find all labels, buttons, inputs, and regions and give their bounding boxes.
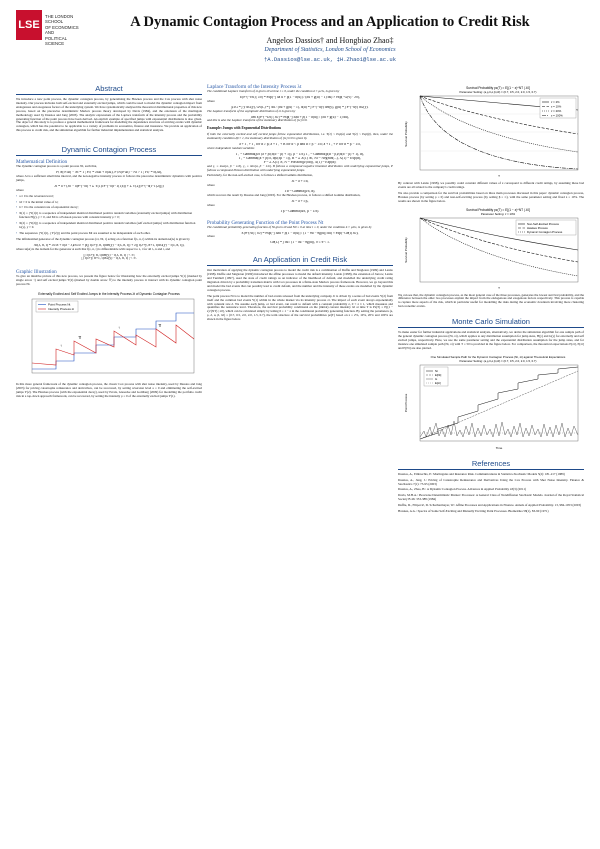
example-heading: Example: Jumps with Exponential Distributions — [207, 126, 282, 131]
abstract-rule — [16, 94, 202, 95]
example-eq6: λt ~ a + Γβ, — [291, 199, 309, 203]
example-eq-g2: Γ₃ ~ Gamma((a + ρ)/δ, αβ/(δβ − 1)), B ~ Σ X(1) Ni, Ni ~ NegBin(...), X(1) ~ Exp(α), — [238, 156, 362, 160]
sim-ylabel: Point Process — [404, 393, 408, 412]
example-eq4: λt ~ a + Γα, — [291, 180, 309, 184]
graphic-legend-2: Intensity Process λt — [48, 307, 75, 312]
lse-logo-line-1: THE LONDON SCHOOL — [45, 14, 74, 25]
sim-fig-title: One Simulated Sample Path for the Dynamic Contagion Process (Nt, λt) against Theoretical Expectations — [430, 354, 566, 359]
credit-text4: We also provide a comparison for the survival probabilities based on three main processes discussed in this paper: dynamic contagion process, Hawkes process (by setting ρ = 0) and non-self-exciting process (by setting β = ∞), with the same parameter setting and fixed z = 10%. The results are shown in the figure below. — [398, 190, 584, 203]
reference-item: Duffie, D., Filipović, D. Schachermayer, W.: Affine Processes and Applications in Finance. Annals of Applied Probability. 13, 984-1053 (2003) — [398, 503, 581, 508]
example-text2: where independent random variables — [207, 145, 255, 150]
graphic-legend-1: Point Process Nt — [48, 302, 71, 307]
sim-fig-subtitle: Parameter Setting: (a,ρ,δ,α,β,λ0) = (0.7, 0.5, 2.0, 2.0, 1.5, 0.7) — [459, 358, 537, 363]
dcp-rule — [16, 155, 202, 156]
abstract-text: We introduce a new point process, the dynamic contagion process, by generalising the Hawkes process and the Cox process with shot noise intensity. Our process includes both self-excited and externally excited jumps, which could be used to model the dynamic contagion impact from endogenous and exogenous factors of the underlying system. We have systematically analysed the theoretical distributional properties of this new process, based on the piecewise deterministic Markov process theory developed by Davis (1984), and the extension of the martingale methodology used by Dassios and Jang (2003). The analytic expressions of the Laplace transform of the intensity process and the probability generating function of the point process have been derived. An explicit example of specified jumps with exponential distributions is also given. The object of this study is to produce a general mathematical framework for modelling the dependence structure of arriving events with dynamic contagion, which has the potential to be applicable to a variety of problems in economics, finance and insurance. We provide an application of this process to credit risk, and the simulation algorithm for further industrial implementation and statistical analysis. — [16, 97, 202, 133]
dcp-item: • The sequences {Y(1)i}, {Y(2)j} and the point process Mt are assumed to be independent of each other. — [16, 230, 151, 235]
fig2-legend-3: Dynamic Contagion Process — [527, 229, 563, 234]
graphic-text: To give an intuitive picture of this new process, we present the figure below for illustrating how the externally excited jumps Y(1) (marked by single arrow ↑) and self excited jumps Y(2) (marked by double arrow ⇈) to the intensity process λt interact with its dynamic contagion point process Nt. — [16, 274, 202, 287]
graphic-fig-title: Externally Excited and Self Excited Jumps in the Intensity Process λt of Dynamic Contagion Process — [38, 292, 180, 297]
fig1-title: Survival Probability pz(T) = E[(1 − z)^NT | λ0] — [466, 86, 530, 90]
graphic-heading: Graphic Illustration — [16, 269, 57, 276]
credit-rule — [207, 265, 393, 266]
dcp-item-text: δ > 0 is the constant rate of exponential decay; — [19, 205, 79, 210]
references-rule — [398, 469, 584, 470]
fig1-ylabel: Survival Probability — [404, 121, 408, 147]
reference-item: Davis, M.H.A.: Piecewise Deterministic Markov Processes: A General Class of Nondiffusion Stochastic Models. Journal of the Royal Statistical Society B 46: 353-388 (1984) — [398, 493, 584, 502]
dcp-eq2: λt = a + (λ0 − a)e^(−δt) + Σ Y(1)i e^(−δ(t−T(1)i)) + Σ Y(2)j e^(−δ(t−T(2)j)) — [54, 184, 164, 188]
math-def-heading: Mathematical Definition — [16, 159, 68, 166]
credit-text2: The point process Nt is to model the number of bad events released from the underlying company. It is driven by a series of bad events Y(2) from itself and the common bad events Y(1) within in the whole market via its intensity process λt. The impact of each event decays exponentially with constant rate δ. We assume each jump, or bad event, can result to default with a constant probability z, 0 < z ≤ 1, which measures and quantifies the resistance level. Therefore, the survival probability conditional on the (initial) current intensity λ0 at time T is Pz(T) = E[(1 − z)^(NT) | λ0], which can be calculated simply by letting θ = 1 − z in the conditional probability generating function. By setting the parameters (a, ρ, δ, α, β, λ0) = (0.7, 0.5, 2.0, 2.0, 1.5, 0.7), the term structure of the survival probabilities pz(T) based on z = 2%, 10%, 20% and 100% are shown in the figure below. — [207, 293, 393, 322]
sim-legend-1: Nt — [435, 368, 438, 373]
dcp-eq4b: | ∫ f(λ+y, n+1, t)dG(y) − f(λ, n, t) | < ∞. — [81, 257, 137, 261]
example-eq7: Γβ ~ Gamma(a/δ, β − 1/δ). — [280, 209, 320, 213]
dcp-where: where — [16, 187, 24, 192]
fig2-xlabel: T — [498, 285, 500, 290]
dcp-item: • X(2) = {Y(2)j} is a sequence of independent identical distributed positive random variables (self excited jumps) with distribution function G(y), y > 0. — [16, 222, 202, 230]
dcp-item: • λ0 > 0 is the initial value of λt; — [16, 199, 59, 204]
dcp-intro: The dynamic contagion process is a point process Nt, such that, — [16, 164, 98, 169]
sim-legend-4: E[λt] — [435, 380, 441, 385]
dcp-item-text: X(1) = {Y(1)i} is a sequence of independent identical distributed positive random variables (externally excited jumps) with distribution function H(y), y > 0, and Mt is a Poisson process with constant intensity ρ > 0; — [19, 211, 193, 220]
laplace-eq2: μ1G = ∫ y dG(y), G̃v(L) = ∫ du / (δu + g(u) − 1), h(u) = ∫ e^(−uy) dH(y), g(u) = ∫ e^(−uy) dG(y). — [231, 105, 369, 109]
sim-legend-2: E[Nt] — [435, 372, 442, 377]
abstract-heading: Abstract — [95, 84, 123, 93]
svg-text:⇈: ⇈ — [158, 323, 162, 329]
example-where2: where — [207, 202, 215, 207]
column-right — [398, 84, 584, 516]
monte-heading: Monte Carlo Simulation — [452, 317, 530, 327]
pgf-heading: Probability Generating Function of the Point Process Nt — [207, 219, 324, 226]
lse-logo — [16, 10, 86, 47]
fig1-legend-1: z = 2% — [551, 100, 560, 104]
svg-text:↑: ↑ — [60, 343, 62, 349]
fig1-legend-2: z = 10% — [551, 104, 562, 109]
poster-emails: †A.Dassios@lse.ac.uk, ‡H.Zhao1@lse.ac.uk — [263, 56, 397, 63]
dcp-item-text: a ≥ 0 is the reversion level; — [19, 193, 54, 198]
laplace-text3: and this is also the Laplace transform of the stationary distribution of {λt} t≥0. — [207, 118, 308, 123]
example-where: where — [207, 183, 215, 188]
graphic-text2: In this more general framework of the dynamic contagion process, the classic Cox process with shot noise intensity, used by Dassios and Jang (2003) for pricing catastrophe reinsurance and derivatives, can be recovered, by setting reversion level a = 0 and eliminating the self-excited jumps Y(2). The Hawkes process (with the exponential decay), used by Errais, Giesecke and Goldberg (2009) for modelling the portfolio credit risk in a top-down approach framework, can be recovered, by setting the intensity ρ = 0 of the externally excited jumps Y(1). — [16, 382, 202, 398]
svg-text:⇈: ⇈ — [78, 335, 82, 341]
laplace-heading: Laplace Transform of the Intensity Process λt — [207, 84, 302, 90]
simulation-figure — [398, 353, 584, 453]
monte-rule — [398, 327, 584, 328]
dcp-item: • a ≥ 0 is the reversion level; — [16, 193, 54, 198]
pgf-eq1: E[θ^(Nt) | λ0] = exp(−∫ δau + ρ[1 − h(u)] / (1 − θu − θg(u)) du) × exp(−G̃θ(t) λ0), — [241, 231, 359, 235]
svg-text:↑: ↑ — [118, 325, 120, 331]
dcp-item: • X(1) = {Y(1)i} is a sequence of independent identical distributed positive random variables (externally excited jumps) with distribution function H(y), y > 0, and Mt is a Poisson process with constant intensity ρ > 0; — [16, 212, 202, 220]
example-text3: and γ₁ = max{α, β − 1/δ}, γ₂ = min{α, β − 1/δ}. B follows a compound negative binomial distribution with underlying exponential jumps, P follows a compound Poisson distribution with underlying exponential jumps. — [207, 163, 393, 172]
laplace-eq3: lim E[e^(−vλt) | λ0] = exp(−∫ δau + ρ[1 − h(u)] / (δu + g(u) − 1) du), — [250, 115, 350, 119]
dcp-item-text: The sequences {Y(1)i}, {Y(2)j} and the point process Mt are assumed to be independent of each other. — [19, 230, 151, 235]
pgf-where: where — [207, 234, 215, 239]
lse-logo-line-3: POLITICAL SCIENCE — [45, 35, 67, 47]
dcp-item-text: λ0 > 0 is the initial value of λt; — [19, 199, 59, 204]
reference-item: Dassios, A., Jang, J.: Pricing of Catastrophe Reinsurance and Derivatives Using the Cox Process with Shot Noise Intensity. Finance & Stochastics 7(1): 73-95 (2003) — [398, 477, 584, 486]
example-text5: which recovers the result by Dassios and Jang (2003). For the Hawkes process, λt follows a shifted Gamma distribution, — [207, 193, 361, 198]
credit-text3: By contrast with Lando (1998), we possibly could consider different values of z correspond to different credit ratings, by assuming these bad events are all related to the company's credit ratings. — [398, 181, 584, 189]
reference-item: Dassios, A., Embrechts, P.: Martingales and Insurance Risk. Communications in Statistics-Stochastic Models 5(2): 181-217 (1989) — [398, 471, 565, 476]
fig2-title: Survival Probability pz(T) = E[(1 − z)^NT | λ0] — [466, 207, 530, 212]
column-middle — [207, 84, 393, 324]
poster-department: Department of Statistics, London School of Economics — [264, 47, 396, 53]
credit-text5: We can see that, the dynamic contagion process, as the most general case of the three processes, generates the lowest survival probability, and the difference between the other two processes explain the impact from the endogenous and exogenous factors respectively. This process is capable to capture more aspects of the risk, which in particular useful for modelling the risks during the economic downturn involving more clustering bad economic events. — [398, 292, 584, 309]
credit-text1: Our motivation of applying the dynamic contagion process to model the credit risk is a combination of Duffie and Singleton (1999) and Lando (1998). Duffie and Singleton (1999) introduced the affine processes to model the default intensity. Lando (1998), the extension of Jarrow, Lando and Turnbull (1997), used the state of credit ratings as an indicator of the likelihood of default, and modelled the underlying credit rating migration driven by a probability transition matrix with Cox processes in a finite-state Markov process framework. However, we go beyond this and model the bad events that can possibly lead to credit default, and the number and the intensity of these events are modelled by the dynamic contagion process. — [207, 268, 393, 292]
fig1-legend-3: z = 20% — [551, 109, 562, 113]
fig2-subtitle: Parameter Setting: z = 10% — [480, 211, 516, 216]
example-eq5: Γα ~ Gamma(ρ/δ, α), — [284, 190, 316, 194]
monte-text: To make easier for further industrial applications and statistical analysis, alternatively, we derive the simulation algorithm for one sample path of the general dynamic contagion process (Nt, λt), which applies to any distribution assumption for jump sizes, H(y) and G(y) for externally and self excited jumps, respectively. Here, we use the same parameter setting and the exponential distribution assumption for the jump sizes, and for instance one simulated sample path (Nt, λt) with T = 50 is provided in the figure below. For comparison, the theoretical expectations E[λt], E[λt] and E[Nt] are also plotted. — [398, 330, 584, 350]
reference-item: Dassios, A., Zhao, H.: A Dynamic Contagion Process. Advances in Applied Probability 43(3) (2011) — [398, 487, 526, 492]
laplace-text2: The Laplace transform of the asymptotic distribution of λt is given by — [207, 108, 296, 113]
dcp-eq4a: | ∫ f(λ+y, n, t)dH(y) − f(λ, n, t) | < ∞; — [83, 253, 135, 257]
dcp-text4: where Ω(A) is the domain for the generator A such that f(λ, n, t) is differentiable with respect to λ, t for all λ, n and t, and — [16, 246, 171, 251]
dcp-text3: The infinitesimal generator of the dynamic contagion process (λt, Nt, t) acting on a function f(λ, n, t) within its domain Ω(A) is given by — [16, 236, 190, 241]
pgf-eq2: G̃θ(L) = ∫ du / (1 − δu − θg(u)), 0 ≤ θ < 1. — [270, 241, 330, 245]
column-left — [16, 84, 202, 401]
lse-logo-line-2: OF ECONOMICS AND — [45, 24, 79, 36]
example-text1: If both the externally excited and self excited jumps follow exponential distributions, i.e. Y(1) ~ Exp(α) and Y(2) ~ Exp(β), then, under the stationarity condition δβ > 1, the stationary distribution of {λt} t≥0 is given by — [207, 132, 393, 141]
dcp-heading: Dynamic Contagion Process — [61, 145, 157, 155]
example-cases: a + Γ₁ + Γ₂ for α ≥ β; a + Γ₁ + B for α < β and α ≠ β − 1/δ; a + Γ₃ + P for α = β − 1/δ, — [239, 143, 361, 147]
fig1-subtitle: Parameter Setting: (a,ρ,δ,α,β,λ0) = (0.7, 0.5, 2.0, 2.0, 1.5, 0.7) — [459, 90, 537, 94]
survival-figure-2 — [398, 206, 584, 292]
sim-legend-3: λt — [435, 376, 438, 381]
pgf-text1: The conditional probability generating function of Nt given λ0 and N0 = 0 at time t = 0, under the condition δ > μ1G, is given by — [207, 224, 372, 229]
fig2-ylabel: Survival Probability — [404, 236, 408, 263]
poster-authors: Angelos Dassios† and Hongbiao Zhao‡ — [266, 36, 394, 45]
laplace-text1: The conditional Laplace transform of λt given λ0 at time t = 0, under the condition δ > μ1G, is given by — [207, 89, 340, 93]
dcp-eq3: Af(λ, n, t) = ∂f/∂t + δ(a − λ)∂f/∂λ + ρ(∫ f(λ+y, n, t)dH(y) − f(λ, n, t)) + λ(∫ f(λ+y, n+1, t)dG(y) − f(λ, n, t)), — [33, 243, 185, 247]
dcp-text2: where Δt is a sufficient small time interval, and the non-negative intensity process λt follows the piecewise deterministic dynamics with positive jumps, — [16, 173, 202, 182]
dcp-item: • δ > 0 is the constant rate of exponential decay; — [16, 205, 79, 210]
credit-heading: An Application in Credit Risk — [252, 255, 348, 265]
example-text4: Particularly, for the non-self-excited case, λt follows a shifted Gamma distribution, — [207, 173, 313, 178]
example-eq-g3: P ~ Σ X(1) N, N ~ Poisson(ρ/(δα)), X(1) ~ Exp(α); — [263, 160, 337, 164]
dcp-eq1: P{N(t+Δt) − Nt = 1 | Ft} = λtΔt + o(Δt), P{N(t+Δt) − Nt > 1 | Ft} = o(Δt), — [56, 171, 162, 175]
example-eq-g1: Γ₁ ~ Gamma(ρ/δ (a + ρ/(δ(α − β) + 1)), β − 1/δ), Γ₂ ~ Gamma(ρ(α − β)/(δ(α − β) + 1), α), — [236, 152, 364, 156]
reference-item: Hawkes, A.G.: Spectra of Some Self-Exciting and Mutually Exciting Point Processes. Biometrika 58(1), 83-90 (1971) — [398, 509, 549, 514]
fig1-legend-4: z = 100% — [551, 113, 563, 118]
fig2-legend-2: Hawkes Process — [527, 225, 548, 230]
fig1-xlabel: T — [498, 174, 500, 178]
survival-figure-1 — [398, 84, 584, 180]
fig2-legend-1: Non-Self-Excited Process — [527, 221, 559, 226]
laplace-eq1: E[e^(−vλt) | λ0] = exp(−∫ δa u + ρ[1 − h(u)] / (δu + g(u) − 1) du) × exp(−G̃(v) ⋅ λ0), — [239, 95, 361, 99]
laplace-where: where — [207, 98, 215, 103]
lse-logo-mark: LSE — [16, 10, 42, 40]
dcp-item-text: X(2) = {Y(2)j} is a sequence of independent identical distributed positive random variables (self excited jumps) with distribution function G(y), y > 0. — [19, 221, 196, 230]
graphic-figure — [16, 289, 202, 381]
poster-title: A Dynamic Contagion Process and an Application to Credit Risk — [130, 14, 530, 30]
sim-xlabel: Time — [495, 445, 503, 450]
references-heading: References — [471, 458, 511, 468]
